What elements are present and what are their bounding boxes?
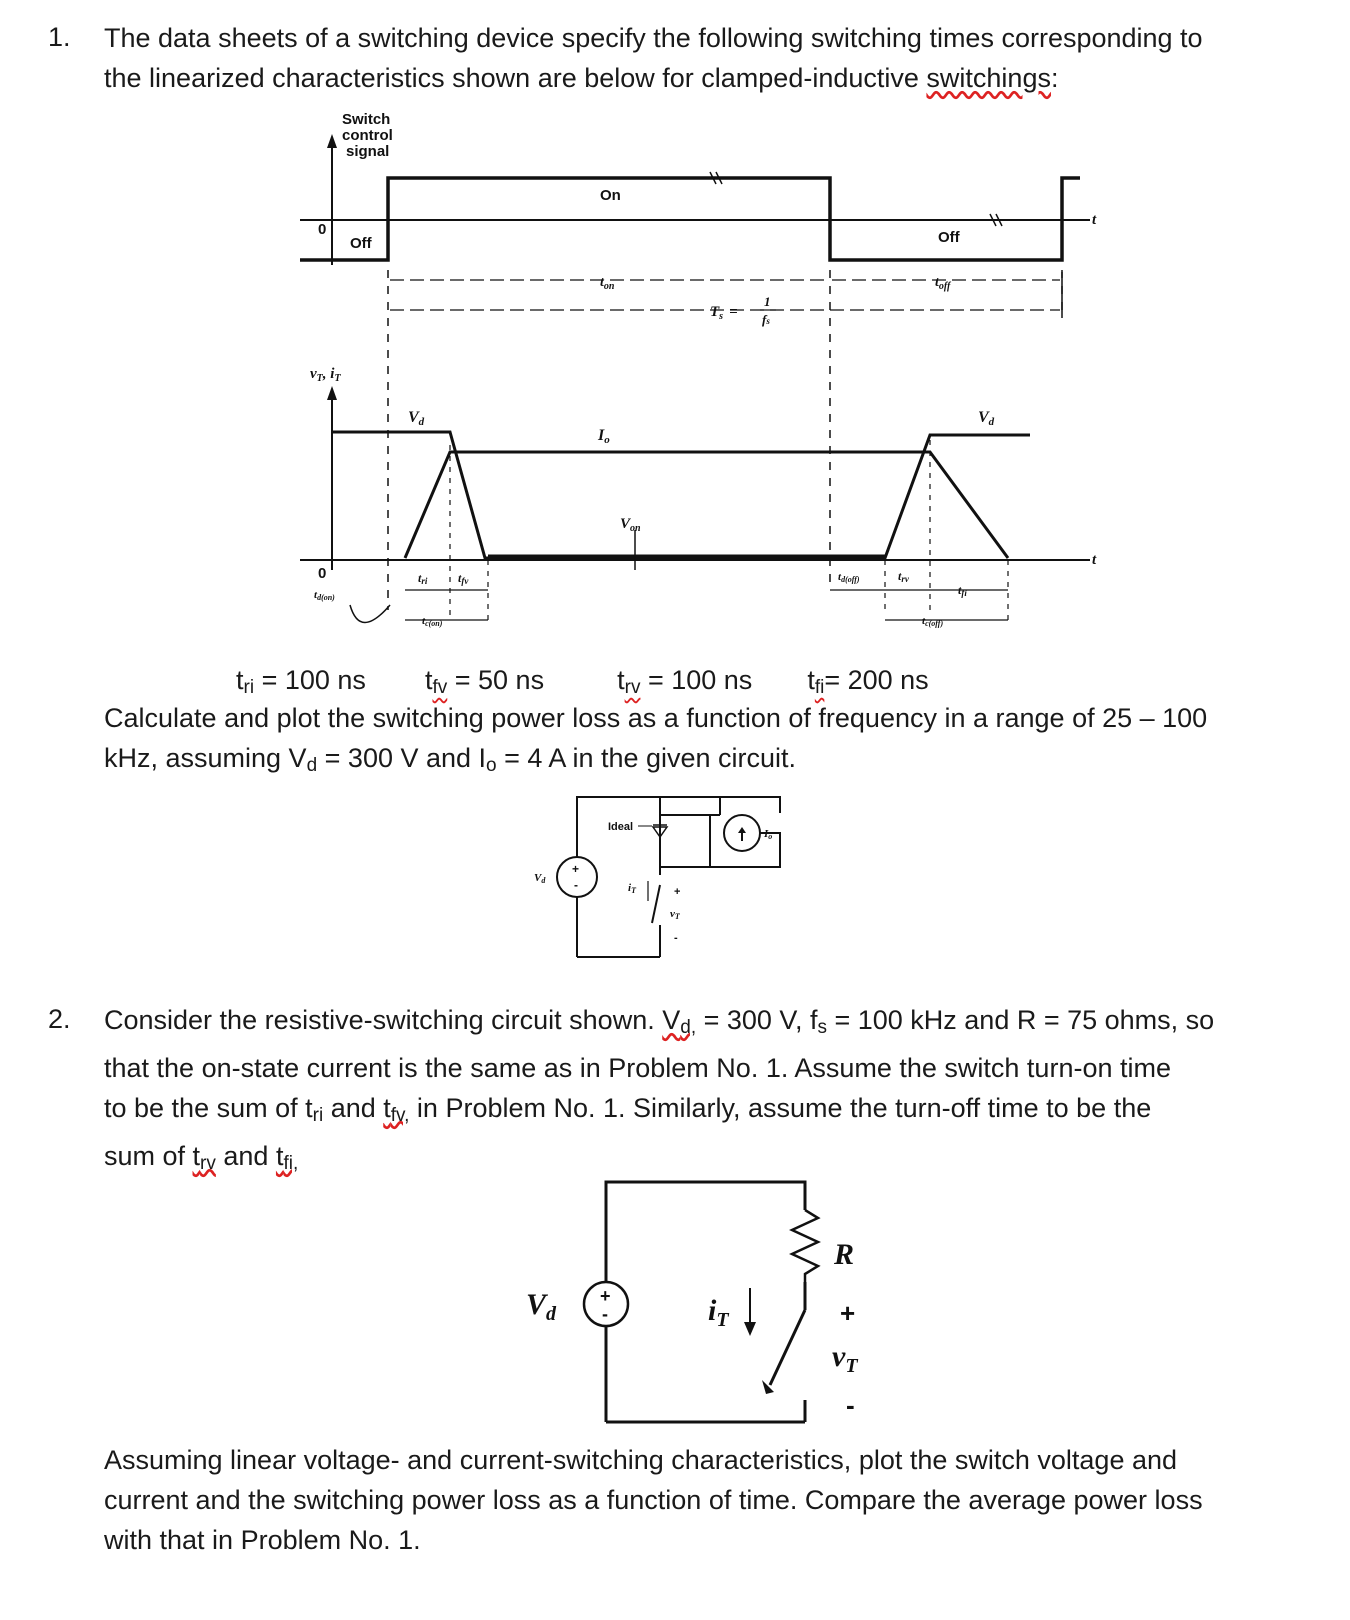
problem-2-closing — [104, 1440, 1274, 1560]
t-axis-label-vi: t — [1092, 552, 1097, 568]
resistor-r — [792, 1210, 818, 1282]
td-off-label: td(off) — [838, 571, 860, 584]
wire-source-right — [660, 833, 780, 867]
io-label: Io — [764, 828, 773, 841]
problem-1-intro — [104, 18, 1274, 98]
vd-src-plus: + — [572, 862, 580, 876]
vt-label: $v_T$ — [832, 1340, 858, 1377]
tc-off-label: tc(off) — [922, 615, 944, 628]
ctrl-axis-arrow — [327, 134, 337, 148]
ctrl-axis-label-3: signal — [346, 143, 390, 160]
closing-line-3: with that in Problem No. 1. — [104, 1525, 421, 1555]
tfv-label: tfv — [458, 571, 469, 586]
on-label: On — [600, 187, 621, 204]
vd-src-minus: - — [574, 878, 578, 892]
problem-1-task-line-1: Calculate and plot the switching power loss as a function of frequency in a range of 25 – 100 — [104, 703, 1208, 733]
tri-label: tri — [418, 571, 428, 586]
vi-axis-label: $v_T$, $i_T$ — [310, 366, 341, 384]
problem-1-task-line-2: kHz, assuming $V_d = 300$ V and $I_o = 4$ A in the given circuit. — [104, 743, 797, 776]
wire-top — [606, 1182, 805, 1282]
tc-on-label: tc(on) — [422, 615, 443, 628]
vd-label: Vd — [534, 872, 546, 885]
problem-2-line-1: Consider the resistive-switching circuit shown. $V_{d,} = 300$ V, $f_s = 100$ kHz and R = 75 ohms, so — [104, 1005, 1215, 1038]
vd-label: $V_d$ — [526, 1288, 557, 1325]
src-plus: + — [600, 1286, 611, 1306]
t-off-label: $t_{off}$ — [935, 275, 951, 292]
switching-waveform-diagram — [290, 100, 1110, 655]
source-arrow-icon — [738, 827, 746, 833]
off-label-2: Off — [938, 229, 960, 246]
it-label: $i_T$ — [708, 1294, 729, 1331]
src-minus: - — [602, 1304, 608, 1324]
closing-line-2: current and the switching power loss as a function of time. Compare the average power loss — [104, 1485, 1203, 1515]
zero-label-vi: 0 — [318, 565, 327, 582]
off-label-1: Off — [350, 235, 372, 252]
vd-label-2: Vd — [978, 409, 995, 428]
ctrl-axis-label-2: control — [342, 127, 393, 144]
trv-label: trv — [898, 569, 909, 584]
problem-1-intro-line-2: the linearized characteristics shown are below for clamped-inductive switchings: — [104, 63, 1059, 93]
trv-value: $t_{rv} = 100$ ns — [617, 665, 753, 698]
switch-blade — [770, 1310, 805, 1385]
vt-plus: + — [840, 1298, 856, 1328]
problem-2-number: 2. — [48, 1004, 71, 1034]
switch-blade — [652, 885, 660, 923]
td-on-label: td(on) — [314, 589, 335, 602]
spellcheck-word: switchings — [926, 63, 1051, 93]
io-label: Io — [598, 427, 610, 446]
vt-label: vT — [670, 908, 680, 921]
tri-value: $t_{ri} = 100$ ns — [236, 665, 366, 698]
tfv-value: $t_{fv} = 50$ ns — [424, 665, 545, 698]
problem-1-number: 1. — [48, 22, 71, 52]
clamped-inductive-circuit — [520, 785, 820, 965]
vt-minus: - — [846, 1390, 855, 1420]
tfi-label: tfi — [958, 583, 967, 598]
ideal-label: Ideal — [608, 821, 634, 833]
resistive-switching-circuit — [500, 1170, 920, 1450]
td-on-pointer — [350, 605, 390, 623]
problem-2-text — [104, 1000, 1274, 1184]
it-arrowhead-icon — [744, 1322, 756, 1336]
problem-2-line-2: that the on-state current is the same as in Problem No. 1. Assume the switch turn-on time — [104, 1053, 1171, 1083]
vt-minus: - — [674, 932, 678, 944]
ts-label: $T_s$ = — [710, 304, 738, 322]
r-label: R — [834, 1238, 855, 1271]
problem-1-intro-line-1: The data sheets of a switching device specify the following switching times corresponding to — [104, 23, 1203, 53]
vt-plus: + — [674, 886, 681, 898]
ctrl-axis-label-1: Switch — [342, 111, 391, 128]
problem-2-line-4: sum of $t_{rv}$ and $t_{fi,}$ — [104, 1141, 299, 1174]
it-label: iT — [628, 882, 636, 895]
closing-line-1: Assuming linear voltage- and current-switching characteristics, plot the switch voltage and — [104, 1445, 1178, 1475]
vd-label-1: Vd — [408, 409, 425, 428]
wire-source-return — [660, 815, 710, 867]
vi-axis-arrow — [327, 386, 337, 400]
von-label: $V_{on}$ — [620, 516, 641, 534]
t-axis-label-ctrl: t — [1092, 212, 1097, 228]
zero-label-ctrl: 0 — [318, 221, 327, 238]
ts-frac-num: 1 — [764, 294, 771, 309]
problem-2-line-3: to be the sum of $t_{ri}$ and $t_{fv,}$ in Problem No. 1. Similarly, assume the turn-off time to be the — [104, 1093, 1152, 1126]
tfi-value: $t_{fi}= 200$ ns — [807, 665, 929, 698]
t-on-label: $t_{on}$ — [600, 275, 615, 292]
problem-1-task — [104, 698, 1274, 786]
ts-frac-den: fs — [762, 312, 770, 327]
